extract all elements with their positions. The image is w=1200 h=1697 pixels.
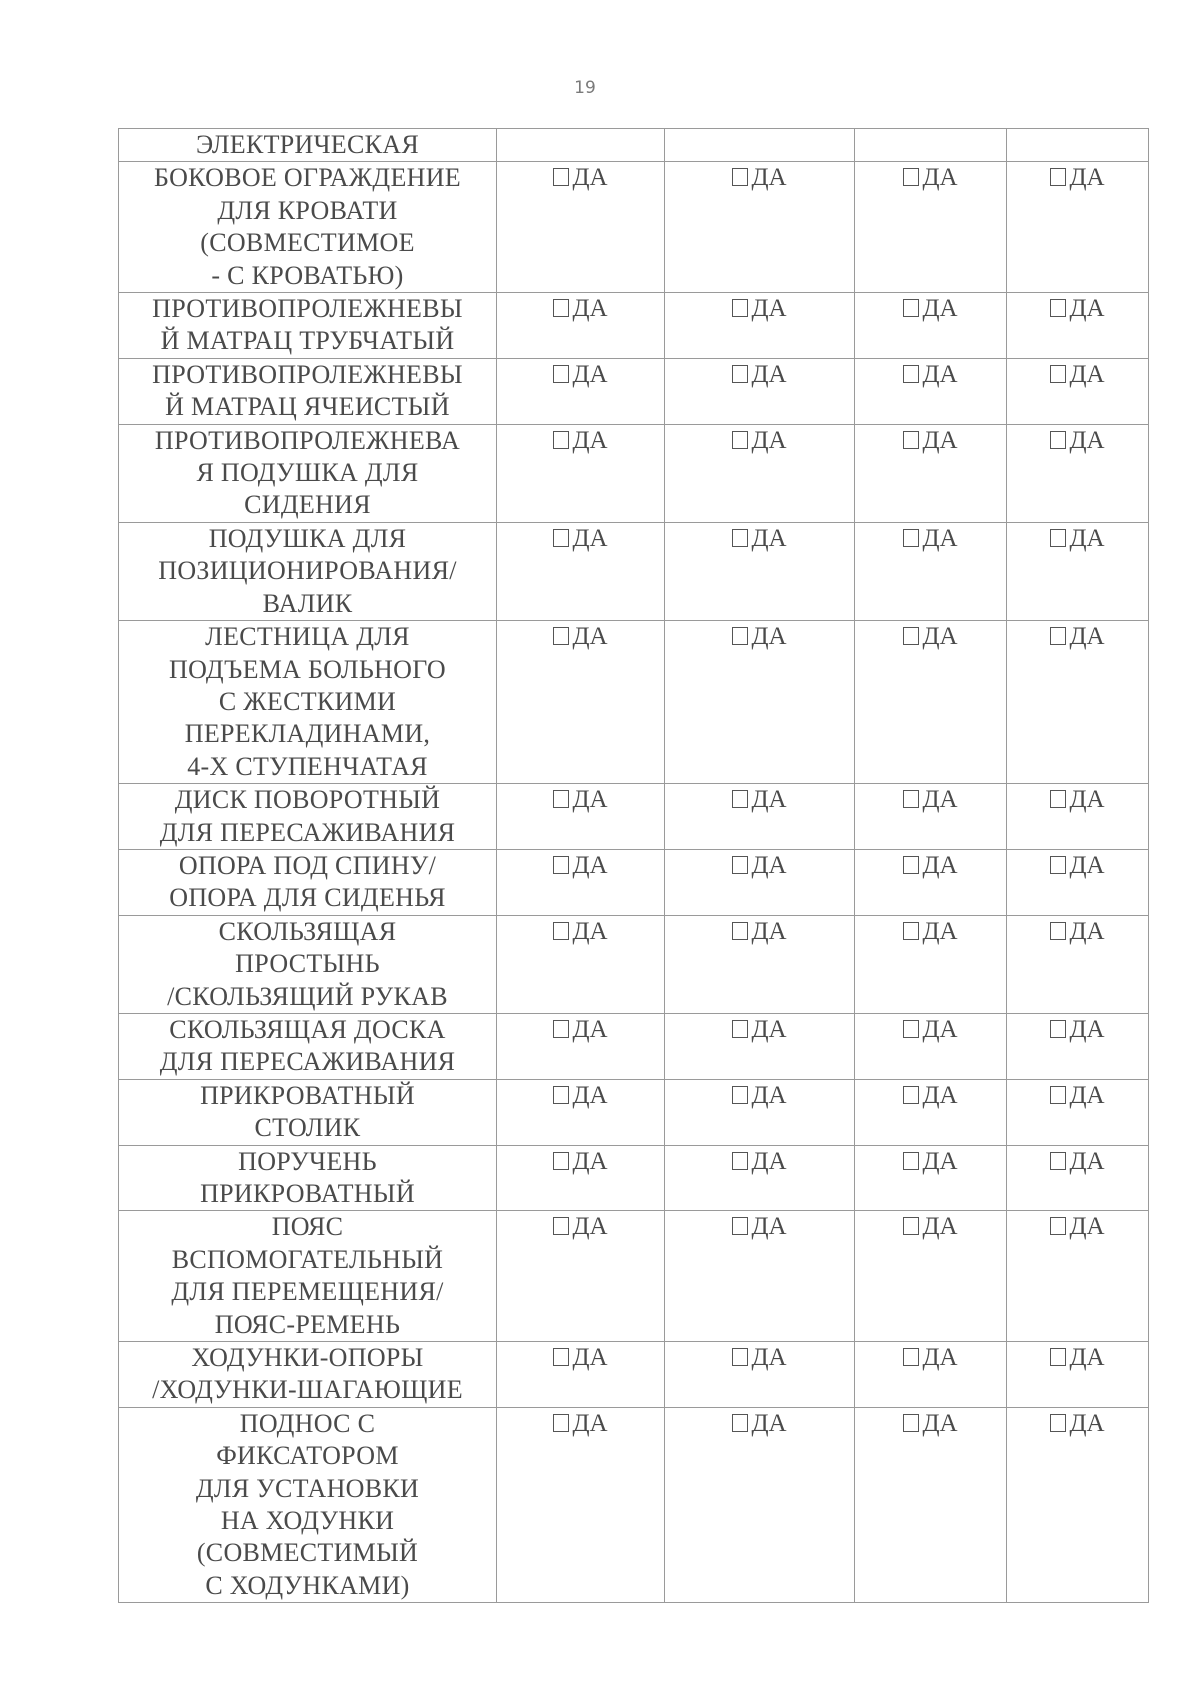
option-cell — [665, 621, 855, 784]
option-cell — [855, 424, 1007, 522]
checkbox[interactable] — [732, 1152, 748, 1170]
checkbox[interactable] — [903, 168, 919, 186]
checkbox[interactable] — [1050, 1020, 1066, 1038]
table-row — [119, 1407, 1149, 1602]
option-label: ДА — [1069, 1409, 1105, 1437]
equipment-name-line: ПОДУШКА ДЛЯ — [208, 523, 407, 553]
equipment-name — [119, 1013, 497, 1079]
equipment-name-line: ЭЛЕКТРИЧЕСКАЯ — [196, 130, 419, 159]
checkbox[interactable] — [1050, 365, 1066, 383]
equipment-name-line: ВАЛИК — [262, 588, 353, 618]
option-cell — [497, 915, 665, 1013]
equipment-name — [119, 162, 497, 293]
option-label: ДА — [751, 623, 787, 651]
checkbox[interactable] — [732, 627, 748, 645]
option-label: ДА — [1069, 164, 1105, 192]
checkbox[interactable] — [903, 365, 919, 383]
option-cell — [497, 293, 665, 359]
checkbox[interactable] — [732, 1414, 748, 1432]
option-label: ДА — [1069, 1213, 1105, 1241]
equipment-name — [119, 915, 497, 1013]
equipment-name-line: ПРОТИВОПРОЛЕЖНЕВЫ — [152, 359, 463, 389]
equipment-name-line: ПРОТИВОПРОЛЕЖНЕВА — [154, 425, 461, 455]
empty-cell — [1007, 129, 1149, 162]
checkbox[interactable] — [553, 1020, 569, 1038]
equipment-name-line: ПЕРЕКЛАДИНАМИ, — [184, 719, 431, 749]
checkbox[interactable] — [553, 627, 569, 645]
empty-cell — [497, 129, 665, 162]
equipment-name-line: ДЛЯ КРОВАТИ — [217, 195, 398, 225]
option-label: ДА — [572, 360, 608, 388]
option-cell — [1007, 1407, 1149, 1602]
checkbox[interactable] — [1050, 922, 1066, 940]
checkbox[interactable] — [553, 1414, 569, 1432]
equipment-table — [118, 128, 1149, 1603]
checkbox[interactable] — [553, 1348, 569, 1366]
option-label: ДА — [751, 1147, 787, 1175]
checkbox[interactable] — [732, 431, 748, 449]
option-label: ДА — [1069, 1015, 1105, 1043]
option-label: ДА — [572, 1081, 608, 1109]
checkbox[interactable] — [732, 1217, 748, 1235]
checkbox[interactable] — [1050, 1217, 1066, 1235]
option-label: ДА — [572, 851, 608, 879]
checkbox[interactable] — [553, 168, 569, 186]
option-label: ДА — [572, 426, 608, 454]
option-label: ДА — [922, 295, 958, 323]
equipment-name-line: ПРОТИВОПРОЛЕЖНЕВЫ — [152, 294, 463, 324]
checkbox[interactable] — [732, 365, 748, 383]
option-cell — [1007, 522, 1149, 620]
checkbox[interactable] — [732, 168, 748, 186]
option-label: ДА — [922, 1213, 958, 1241]
equipment-name-line: ПРИКРОВАТНЫЙ — [200, 1179, 415, 1208]
option-cell — [497, 1342, 665, 1408]
equipment-name-line: ДЛЯ ПЕРЕСАЖИВАНИЯ — [159, 817, 456, 847]
option-cell — [855, 1342, 1007, 1408]
checkbox[interactable] — [1050, 790, 1066, 808]
option-label: ДА — [751, 786, 787, 814]
equipment-name-line: ХОДУНКИ-ОПОРЫ — [191, 1343, 424, 1373]
option-cell — [665, 915, 855, 1013]
checkbox[interactable] — [1050, 1086, 1066, 1104]
option-cell — [1007, 424, 1149, 522]
equipment-name-line: ДИСК ПОВОРОТНЫЙ — [174, 785, 441, 815]
option-cell — [855, 293, 1007, 359]
checkbox[interactable] — [732, 299, 748, 317]
checkbox[interactable] — [732, 1348, 748, 1366]
option-label: ДА — [572, 1147, 608, 1175]
checkbox[interactable] — [903, 431, 919, 449]
equipment-name-line: ПРОСТЫНЬ — [235, 949, 380, 979]
table-row — [119, 522, 1149, 620]
equipment-name — [119, 849, 497, 915]
option-cell — [1007, 1145, 1149, 1211]
table-row — [119, 358, 1149, 424]
option-cell — [665, 522, 855, 620]
option-cell — [665, 849, 855, 915]
option-label: ДА — [922, 1015, 958, 1043]
checkbox[interactable] — [732, 856, 748, 874]
option-label: ДА — [572, 786, 608, 814]
page-number: 19 — [574, 78, 596, 98]
option-label: ДА — [922, 1147, 958, 1175]
option-label: ДА — [572, 917, 608, 945]
checkbox[interactable] — [903, 1348, 919, 1366]
equipment-name-line: ВСПОМОГАТЕЛЬНЫЙ — [171, 1244, 444, 1274]
option-cell — [1007, 849, 1149, 915]
option-label: ДА — [1069, 786, 1105, 814]
equipment-name-line: Й МАТРАЦ ТРУБЧАТЫЙ — [160, 326, 455, 356]
option-label: ДА — [922, 164, 958, 192]
checkbox[interactable] — [903, 627, 919, 645]
option-cell — [665, 1079, 855, 1145]
checkbox[interactable] — [903, 529, 919, 547]
option-label: ДА — [1069, 524, 1105, 552]
checkbox[interactable] — [553, 1217, 569, 1235]
option-label: ДА — [922, 1409, 958, 1437]
option-cell — [665, 1013, 855, 1079]
checkbox[interactable] — [732, 1020, 748, 1038]
option-label: ДА — [751, 426, 787, 454]
option-label: ДА — [572, 164, 608, 192]
equipment-name-line: ДЛЯ УСТАНОВКИ — [195, 1473, 420, 1503]
option-label: ДА — [572, 1344, 608, 1372]
checkbox[interactable] — [1050, 1348, 1066, 1366]
equipment-name-line: ПОЯС — [271, 1212, 344, 1242]
equipment-name-line: СИДЕНИЯ — [244, 490, 371, 520]
option-label: ДА — [1069, 623, 1105, 651]
option-label: ДА — [922, 524, 958, 552]
table-row — [119, 784, 1149, 850]
table-row — [119, 1079, 1149, 1145]
checkbox[interactable] — [553, 365, 569, 383]
option-label: ДА — [572, 295, 608, 323]
equipment-name — [119, 522, 497, 620]
option-label: ДА — [751, 917, 787, 945]
checkbox[interactable] — [732, 922, 748, 940]
equipment-name-line: СКОЛЬЗЯЩАЯ — [218, 916, 397, 946]
option-cell — [855, 1211, 1007, 1342]
checkbox[interactable] — [903, 299, 919, 317]
option-cell — [665, 1211, 855, 1342]
checkbox[interactable] — [553, 431, 569, 449]
table-row — [119, 1013, 1149, 1079]
option-cell — [497, 849, 665, 915]
checkbox[interactable] — [903, 1217, 919, 1235]
empty-cell — [665, 129, 855, 162]
checkbox[interactable] — [903, 856, 919, 874]
option-label: ДА — [1069, 360, 1105, 388]
equipment-name-line: Я ПОДУШКА ДЛЯ — [196, 458, 419, 488]
equipment-name — [119, 784, 497, 850]
equipment-name-line: ОПОРА ПОД СПИНУ/ — [178, 850, 437, 880]
checkbox[interactable] — [553, 1152, 569, 1170]
option-label: ДА — [1069, 1344, 1105, 1372]
table-row — [119, 621, 1149, 784]
equipment-name-line: 4-Х СТУПЕНЧАТАЯ — [187, 751, 428, 781]
equipment-name — [119, 424, 497, 522]
equipment-name-line: /СКОЛЬЗЯЩИЙ РУКАВ — [167, 981, 448, 1011]
equipment-name-line: БОКОВОЕ ОГРАЖДЕНИЕ — [154, 163, 461, 193]
option-cell — [665, 1342, 855, 1408]
equipment-name-line: С ХОДУНКАМИ) — [205, 1570, 410, 1600]
equipment-name-line: ПОЯС-РЕМЕНЬ — [214, 1309, 401, 1339]
equipment-name — [119, 621, 497, 784]
equipment-name-line: ДЛЯ ПЕРЕСАЖИВАНИЯ — [159, 1047, 456, 1077]
checkbox[interactable] — [1050, 627, 1066, 645]
option-cell — [855, 1013, 1007, 1079]
option-label: ДА — [572, 1213, 608, 1241]
option-label: ДА — [922, 360, 958, 388]
equipment-name-line: ПОДНОС С — [239, 1408, 376, 1438]
checkbox[interactable] — [1050, 856, 1066, 874]
equipment-name-line: ЛЕСТНИЦА ДЛЯ — [205, 622, 410, 652]
checkbox[interactable] — [732, 529, 748, 547]
checkbox[interactable] — [1050, 168, 1066, 186]
table-row — [119, 915, 1149, 1013]
checkbox[interactable] — [553, 790, 569, 808]
equipment-name-line: НА ХОДУНКИ — [220, 1506, 395, 1536]
option-label: ДА — [922, 1344, 958, 1372]
checkbox[interactable] — [553, 529, 569, 547]
option-cell — [665, 1407, 855, 1602]
equipment-name-line: ОПОРА ДЛЯ СИДЕНЬЯ — [169, 883, 446, 913]
equipment-name — [119, 293, 497, 359]
table-row — [119, 1342, 1149, 1408]
equipment-name — [119, 1145, 497, 1211]
option-label: ДА — [1069, 1081, 1105, 1109]
checkbox[interactable] — [732, 790, 748, 808]
equipment-name-line: ДЛЯ ПЕРЕМЕЩЕНИЯ/ — [171, 1277, 444, 1307]
option-cell — [855, 849, 1007, 915]
option-cell — [665, 424, 855, 522]
option-cell — [1007, 162, 1149, 293]
option-label: ДА — [922, 426, 958, 454]
checkbox[interactable] — [903, 790, 919, 808]
option-cell — [855, 358, 1007, 424]
option-cell — [855, 1407, 1007, 1602]
checkbox[interactable] — [553, 922, 569, 940]
checkbox[interactable] — [1050, 1414, 1066, 1432]
equipment-name-line: ПРИКРОВАТНЫЙ — [200, 1080, 415, 1110]
equipment-name-line: С ЖЕСТКИМИ — [218, 686, 397, 716]
checkbox[interactable] — [1050, 1152, 1066, 1170]
option-cell — [497, 1013, 665, 1079]
checkbox[interactable] — [553, 856, 569, 874]
option-label: ДА — [1069, 1147, 1105, 1175]
option-label: ДА — [922, 786, 958, 814]
option-cell — [665, 293, 855, 359]
option-cell — [497, 1145, 665, 1211]
option-label: ДА — [1069, 917, 1105, 945]
equipment-name-line: (СОВМЕСТИМЫЙ — [196, 1538, 419, 1568]
equipment-name-line: СКОЛЬЗЯЩАЯ ДОСКА — [169, 1014, 446, 1044]
option-cell — [497, 162, 665, 293]
table-row — [119, 129, 1149, 162]
option-cell — [1007, 1342, 1149, 1408]
equipment-name-line: ПОЗИЦИОНИРОВАНИЯ/ — [158, 556, 457, 586]
equipment-name — [119, 1407, 497, 1602]
option-cell — [855, 1145, 1007, 1211]
checkbox[interactable] — [903, 1414, 919, 1432]
checkbox[interactable] — [1050, 431, 1066, 449]
option-cell — [855, 522, 1007, 620]
option-label: ДА — [922, 623, 958, 651]
option-cell — [855, 621, 1007, 784]
option-label: ДА — [922, 851, 958, 879]
option-label: ДА — [751, 295, 787, 323]
option-label: ДА — [572, 1015, 608, 1043]
option-cell — [1007, 358, 1149, 424]
equipment-name — [119, 129, 497, 162]
option-label: ДА — [1069, 851, 1105, 879]
empty-cell — [855, 129, 1007, 162]
option-label: ДА — [1069, 426, 1105, 454]
option-cell — [1007, 784, 1149, 850]
checkbox[interactable] — [553, 299, 569, 317]
equipment-name — [119, 358, 497, 424]
option-cell — [497, 1079, 665, 1145]
checkbox[interactable] — [903, 922, 919, 940]
equipment-name-line: - С КРОВАТЬЮ) — [211, 260, 404, 290]
option-cell — [497, 621, 665, 784]
option-cell — [665, 784, 855, 850]
table-row — [119, 1211, 1149, 1342]
table-row — [119, 849, 1149, 915]
option-cell — [497, 784, 665, 850]
option-cell — [497, 1407, 665, 1602]
equipment-name-line: (СОВМЕСТИМОЕ — [200, 228, 415, 258]
option-label: ДА — [572, 1409, 608, 1437]
option-cell — [1007, 1211, 1149, 1342]
option-label: ДА — [922, 917, 958, 945]
checkbox[interactable] — [553, 1086, 569, 1104]
equipment-name-line: ПОДЪЕМА БОЛЬНОГО — [169, 654, 446, 684]
checkbox[interactable] — [1050, 529, 1066, 547]
option-cell — [497, 1211, 665, 1342]
equipment-name-line: Й МАТРАЦ ЯЧЕИСТЫЙ — [165, 392, 450, 422]
option-cell — [665, 358, 855, 424]
option-cell — [855, 784, 1007, 850]
option-label: ДА — [751, 164, 787, 192]
equipment-name — [119, 1211, 497, 1342]
option-label: ДА — [751, 1081, 787, 1109]
option-cell — [855, 1079, 1007, 1145]
checkbox[interactable] — [903, 1152, 919, 1170]
equipment-name-line: /ХОДУНКИ-ШАГАЮЩИЕ — [152, 1375, 463, 1405]
equipment-name — [119, 1079, 497, 1145]
table-row — [119, 424, 1149, 522]
option-cell — [665, 1145, 855, 1211]
checkbox[interactable] — [903, 1020, 919, 1038]
option-label: ДА — [751, 360, 787, 388]
option-label: ДА — [751, 1213, 787, 1241]
option-label: ДА — [922, 1081, 958, 1109]
table-row — [119, 1145, 1149, 1211]
equipment-name-line: ФИКСАТОРОМ — [216, 1441, 399, 1471]
option-cell — [1007, 1079, 1149, 1145]
checkbox[interactable] — [1050, 299, 1066, 317]
option-label: ДА — [751, 524, 787, 552]
equipment-name — [119, 1342, 497, 1408]
option-cell — [1007, 915, 1149, 1013]
option-cell — [1007, 621, 1149, 784]
option-cell — [497, 424, 665, 522]
table-row — [119, 162, 1149, 293]
equipment-name-line: ПОРУЧЕНЬ — [238, 1146, 377, 1176]
option-cell — [855, 915, 1007, 1013]
option-label: ДА — [572, 524, 608, 552]
option-label: ДА — [751, 1015, 787, 1043]
option-cell — [497, 358, 665, 424]
option-cell — [1007, 293, 1149, 359]
checkbox[interactable] — [732, 1086, 748, 1104]
option-label: ДА — [751, 1409, 787, 1437]
equipment-name-line: СТОЛИК — [254, 1113, 361, 1143]
checkbox[interactable] — [903, 1086, 919, 1104]
option-cell — [1007, 1013, 1149, 1079]
option-label: ДА — [751, 851, 787, 879]
option-label: ДА — [1069, 295, 1105, 323]
option-label: ДА — [572, 623, 608, 651]
option-cell — [497, 522, 665, 620]
option-label: ДА — [751, 1344, 787, 1372]
option-cell — [855, 162, 1007, 293]
option-cell — [665, 162, 855, 293]
equipment-table-body — [119, 129, 1149, 1603]
table-row — [119, 293, 1149, 359]
